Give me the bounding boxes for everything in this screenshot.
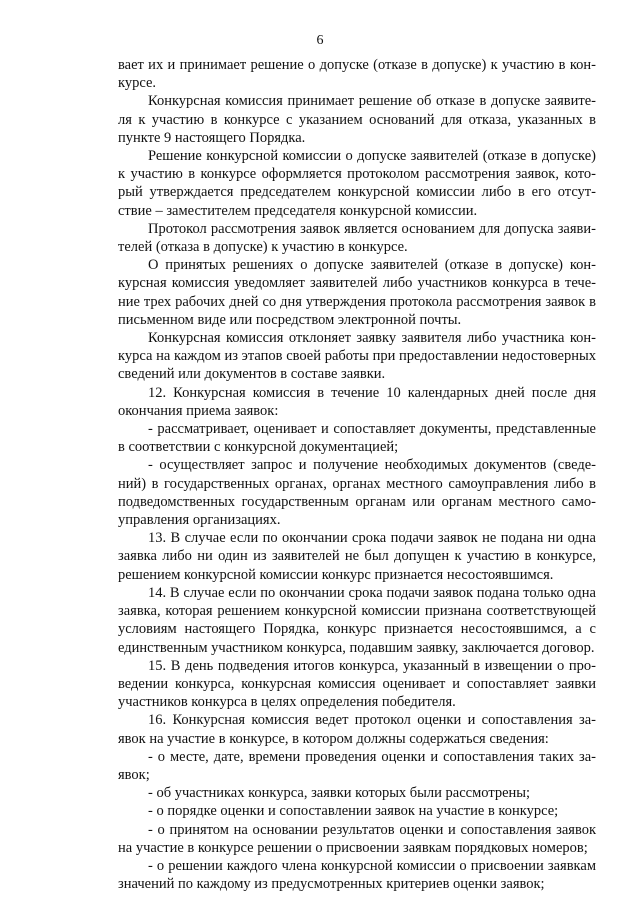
paragraph-refusal-decision: Конкурсная комиссия принимает решение об отказе в допуске заявителя к участию в конкурсе с указанием оснований для отказа, указанных в пункте 9 настоящего Порядка. bbox=[118, 93, 596, 146]
paragraph-clause-13: 13. В случае если по окончании срока подачи заявок не подана ни одна заявка либо ни один из заявителей не был допущен к участию в конкурсе, решением конкурсной комиссии конкурс признается несостоявшимся. bbox=[118, 530, 596, 583]
paragraph-clause-14: 14. В случае если по окончании срока подачи заявок подана только одна заявка, которая решением конкурсной комиссии признана соответствующей условиям настоящего Порядка, конкурс признается несостоявшимся, а с единственным участником конкурса, подавшим заявку, заключается договор. bbox=[118, 584, 596, 656]
paragraph-protocol-basis: Протокол рассмотрения заявок является основанием для допуска заявителей (отказа в допуске) к участию в конкурсе. bbox=[118, 220, 596, 256]
list-item-review-documents: - рассматривает, оценивает и сопоставляет документы, представленные в соответствии с конкурсной документацией; bbox=[118, 421, 596, 456]
paragraph-rejection: Конкурсная комиссия отклоняет заявку заявителя либо участника конкурса на каждом из этапов своей работы при предоставлении недостоверных сведений или документов в составе заявки. bbox=[118, 330, 596, 383]
paragraph-continuation: вает их и принимает решение о допуске (отказе в допуске) к участию в конкурсе. bbox=[118, 57, 596, 92]
page-number: 6 bbox=[316, 33, 324, 48]
paragraph-clause-16: 16. Конкурсная комиссия ведет протокол оценки и сопоставления заявок на участие в конкурсе, в котором должны содержаться сведения: bbox=[118, 712, 596, 747]
list-item-member-decision: - о решении каждого члена конкурсной комиссии о присвоении заявкам значений по каждому из предусмотренных критериев оценки заявок; bbox=[118, 857, 596, 893]
paragraph-clause-15: 15. В день подведения итогов конкурса, указанный в извещении о проведении конкурса, конкурсная комиссия оценивает и сопоставляет заявки участников конкурса в целях определения победителя. bbox=[118, 657, 596, 711]
paragraph-notification: О принятых решениях о допуске заявителей (отказе в допуске) конкурсная комиссия уведомляет заявителей либо участников конкурса в течение трех рабочих дней со дня утверждения протокола рассмотрения заявок в письменном виде или посредством электронной почты. bbox=[118, 257, 596, 328]
list-item-place-date: - о месте, дате, времени проведения оценки и сопоставления таких заявок; bbox=[118, 748, 596, 783]
list-item-request-documents: - осуществляет запрос и получение необходимых документов (сведений) в государственных органах, органах местного самоуправления либо в подведомственных государственным органам или органам местного самоуправления организациях. bbox=[118, 457, 596, 529]
list-item-numbering-decision: - о принятом на основании результатов оценки и сопоставления заявок на участие в конкурсе решении о присвоении заявкам порядковых номеров; bbox=[118, 821, 596, 856]
paragraph-clause-12: 12. Конкурсная комиссия в течение 10 календарных дней после дня окончания приема заявок: bbox=[118, 384, 596, 419]
document-body bbox=[118, 56, 596, 893]
list-item-evaluation-order: - о порядке оценки и сопоставлении заявок на участие в конкурсе; bbox=[148, 803, 559, 820]
list-item-participants: - об участниках конкурса, заявки которых были рассмотрены; bbox=[148, 785, 531, 802]
paragraph-admission-decision: Решение конкурсной комиссии о допуске заявителей (отказе в допуске) к участию в конкурсе оформляется протоколом рассмотрения заявок, который утверждается председателем конкурсной комиссии либо в его отсутствие – заместителем председателя конкурсной комиссии. bbox=[118, 148, 596, 219]
